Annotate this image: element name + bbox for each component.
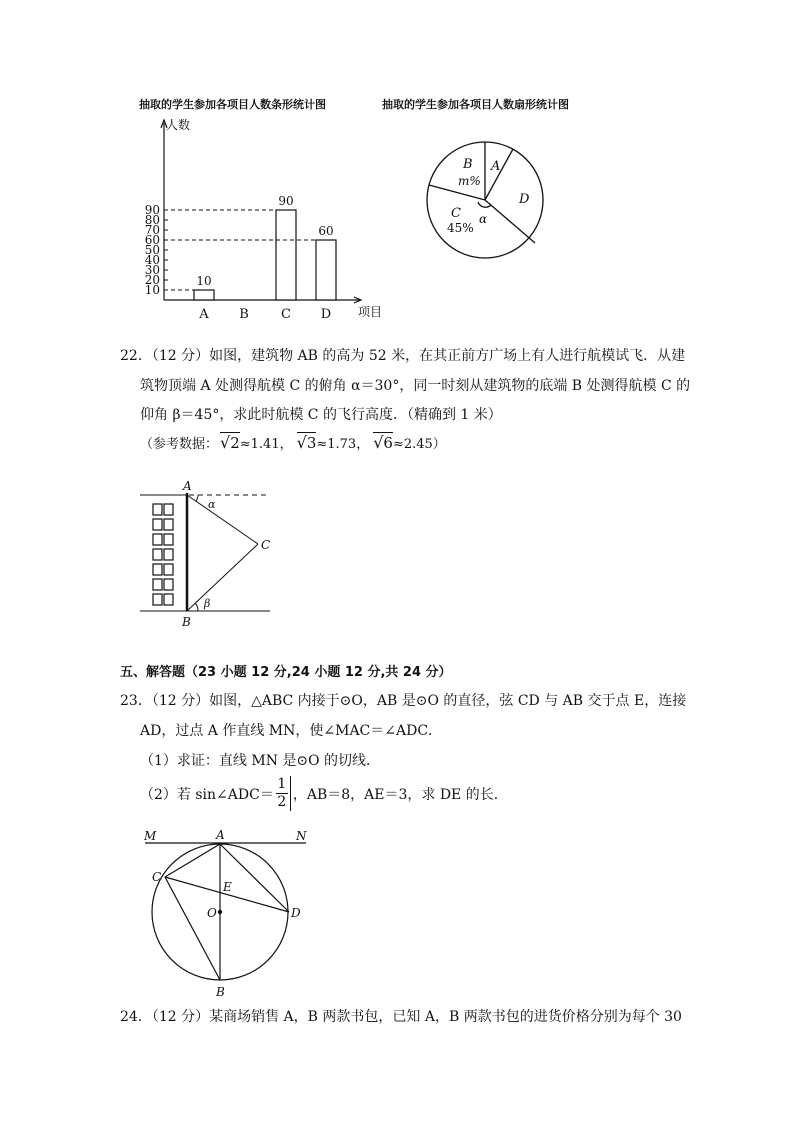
bar-x-tick-label: A [199,307,209,320]
sqrt6-value: 6 [383,434,393,452]
bar-y-tick-label: 10 [144,283,160,297]
bar-data-label: 90 [278,194,294,208]
line-bc [187,544,258,611]
q23-line1 [120,690,686,710]
q23-label-b: B [216,985,225,999]
q23-part2-suffix: ，AB＝8，AE＝3，求 DE 的长． [292,786,508,803]
q22-label-b: B [182,615,191,628]
q23-label-e: E [223,880,232,894]
q23-label-o: O [207,906,217,920]
window-icon [164,549,173,560]
bar-x-tick-label: C [281,307,291,320]
bar-y-tick-label: 90 [144,203,160,217]
sqrt2-radical: √2 [220,433,240,452]
chord-ac [165,844,220,877]
q22-label-beta: β [204,597,211,610]
q23-label-a: A [216,828,225,842]
window-icon [153,519,162,530]
bar-y-axis-label: 人数 [166,118,191,132]
q22-score: （12 分） [151,348,210,364]
q22-number: 22． [120,348,152,364]
bar-y-tick-label: 20 [144,273,160,287]
pie-divider-2 [485,149,513,200]
q22-ref-prefix: （参考数据： [140,437,219,452]
q23-figure [140,826,320,1002]
line-ac [187,495,258,544]
q22-ref2: ≈1.73， [316,437,370,452]
q24-score: （12 分） [151,1009,210,1025]
q22-label-a: A [183,479,192,493]
window-icon [164,534,173,545]
q24-line1 [120,1006,682,1026]
bar-d [316,240,336,300]
q23-score: （12 分） [151,693,210,709]
bar-a [194,290,214,300]
q24-number: 24． [120,1009,152,1025]
q22-label-alpha: α [208,498,216,511]
window-icon [164,519,173,530]
q23-label-n: N [296,829,307,843]
bar-chart-title: 抽取的学生参加各项目人数条形统计图 [139,98,326,111]
q22-figure [140,478,280,628]
sqrt3-value: 3 [306,434,317,452]
pie-label-b: B [463,157,473,172]
window-icon [164,579,173,590]
q23-text1: 如图，△ABC 内接于⊙O，AB 是⊙O 的直径，弦 CD 与 AB 交于点 E，连接 [209,693,687,709]
bar-x-tick-label: D [320,307,332,320]
pie-chart [425,135,555,265]
q23-label-d: D [291,906,301,920]
window-icon [153,579,162,590]
window-icon [153,504,162,515]
q22-label-c: C [261,538,271,552]
window-icon [153,549,162,560]
q23-part2-prefix: （2）若 sin∠ADC＝ [140,786,274,803]
q22-line3: 仰角 β＝45°，求此时航模 C 的飞行高度．（精确到 1 米） [140,407,502,423]
sqrt6-radical: √6 [373,433,393,452]
q22-ref1: ≈1.41， [239,437,293,452]
pie-alpha: α [479,212,488,226]
q23-label-m: M [144,829,157,843]
fraction-denominator: 2 [277,794,287,810]
center-point-o [218,910,222,914]
pie-text-c: 45% [447,221,474,235]
bar-y-tick-label: 50 [144,243,160,257]
q23-part2 [140,776,508,811]
building-windows [153,504,173,605]
fraction-one-half [276,776,291,811]
bar-chart [140,115,390,320]
pie-label-a: A [491,159,501,174]
window-icon [153,534,162,545]
q22-line1 [120,345,685,365]
q23-line2: AD，过点 A 作直线 MN，使∠MAC＝∠ADC． [140,723,443,739]
q23-label-c: C [152,870,162,884]
bar-x-tick-label: B [239,307,249,320]
q23-number: 23． [120,693,152,709]
bar-x-axis-label: 项目 [358,305,383,319]
bar-data-label: 60 [318,224,334,238]
bar-y-tick-label: 30 [144,263,160,277]
sqrt3-radical: √3 [296,433,317,452]
bar-y-tick-label: 70 [144,223,160,237]
pie-label-c: C [451,206,461,221]
bar-y-tick-label: 40 [144,253,160,267]
bar-c [276,210,296,300]
q22-ref3: ≈2.45） [392,437,446,452]
bar-data-label: 10 [196,274,212,288]
chord-cb [165,877,220,980]
window-icon [153,594,162,605]
q22-line2: 筑物顶端 A 处测得航模 C 的俯角 α＝30°，同一时刻从建筑物的底端 B 处测得航模 C 的 [140,378,691,394]
fraction-numerator: 1 [277,776,287,792]
sqrt2-value: 2 [230,434,240,452]
pie-text-b: m% [458,174,481,188]
bar-y-tick-label: 80 [144,213,160,227]
alpha-arc [196,495,198,501]
window-icon [164,594,173,605]
window-icon [164,564,173,575]
pie-chart-title: 抽取的学生参加各项目人数扇形统计图 [382,98,569,111]
section-five-heading: 五、解答题（23 小题 12 分,24 小题 12 分,共 24 分） [120,665,452,680]
q23-part1: （1）求证：直线 MN 是⊙O 的切线． [140,753,381,769]
bar-y-tick-label: 60 [144,233,160,247]
window-icon [164,504,173,515]
beta-arc [195,603,198,611]
pie-label-d: D [519,192,530,207]
q22-text1: 如图，建筑物 AB 的高为 52 米，在其正前方广场上有人进行航模试飞．从建 [209,348,686,364]
q22-reference-data [140,432,446,452]
q24-text1: 某商场销售 A，B 两款书包，已知 A，B 两款书包的进货价格分别为每个 30 [209,1009,682,1025]
window-icon [153,564,162,575]
